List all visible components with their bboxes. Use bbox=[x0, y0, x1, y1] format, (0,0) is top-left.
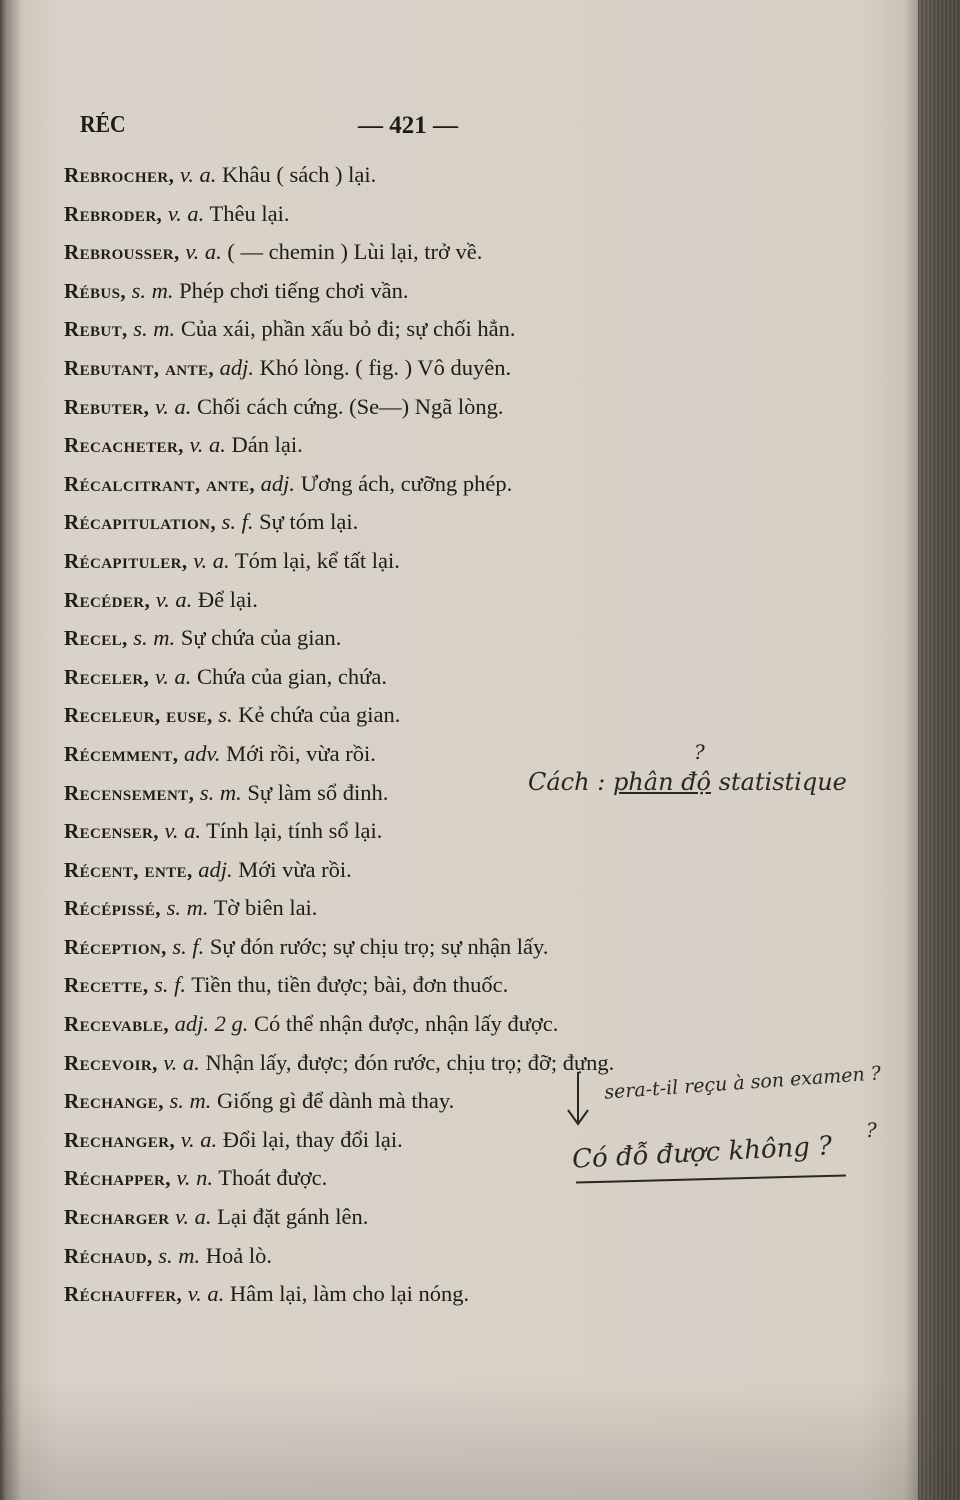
entry-grammar: v. a. bbox=[167, 200, 205, 226]
entry-row bbox=[64, 272, 784, 311]
entry-row bbox=[64, 812, 784, 851]
entry-headword: Recel, bbox=[64, 626, 128, 651]
entry-definition: Kẻ chứa của gian. bbox=[238, 702, 401, 728]
entry-headword: Recenser, bbox=[64, 819, 159, 844]
entry-grammar: v. a. bbox=[180, 1126, 218, 1152]
handwritten-note-rechange-vi: Có đỗ được không ? bbox=[571, 1131, 833, 1175]
entry-row bbox=[64, 465, 784, 504]
entry-headword: Recacheter, bbox=[64, 433, 184, 458]
entry-definition: Dán lại. bbox=[231, 432, 303, 458]
entry-grammar: v. a. bbox=[163, 1049, 200, 1075]
entry-grammar: adj. 2 g. bbox=[174, 1011, 249, 1037]
entry-definition: Sự tóm lại. bbox=[259, 509, 359, 535]
book-page-edges bbox=[918, 0, 960, 1500]
entry-row bbox=[64, 388, 784, 427]
entry-grammar: s. m. bbox=[199, 779, 242, 805]
entry-definition: Chứa của gian, chứa. bbox=[197, 663, 387, 689]
entry-definition: Ương ách, cưỡng phép. bbox=[300, 470, 513, 496]
entry-definition: Thoát được. bbox=[218, 1165, 328, 1191]
entry-row bbox=[64, 851, 784, 890]
entry-grammar: v. a. bbox=[189, 432, 226, 458]
entry-row bbox=[64, 1237, 784, 1276]
entry-grammar: s. m. bbox=[158, 1242, 201, 1268]
entry-definition: Mới vừa rồi. bbox=[238, 856, 352, 882]
entry-headword: Récépissé, bbox=[64, 896, 161, 921]
entry-definition: Chối cách cứng. (Se—) Ngã lòng. bbox=[197, 393, 504, 419]
entry-row bbox=[64, 658, 784, 697]
entry-headword: Recéder, bbox=[64, 587, 151, 612]
handwritten-query-mark-2: ? bbox=[866, 1118, 877, 1142]
entry-grammar: v. a. bbox=[154, 663, 192, 689]
page-header bbox=[80, 112, 780, 146]
entry-row bbox=[64, 619, 784, 658]
note-prefix: Cách : bbox=[528, 768, 606, 796]
entry-row bbox=[64, 156, 784, 195]
entry-grammar: s. m. bbox=[169, 1088, 212, 1114]
entry-row bbox=[64, 928, 784, 967]
entry-grammar: s. m. bbox=[131, 277, 174, 303]
entry-grammar: v. a. bbox=[193, 547, 230, 573]
entry-headword: Récapituler, bbox=[64, 548, 188, 573]
page-shadow bbox=[0, 1380, 960, 1500]
entry-row bbox=[64, 503, 784, 542]
entry-definition: Hâm lại, làm cho lại nóng. bbox=[229, 1281, 470, 1307]
entry-row bbox=[64, 966, 784, 1005]
entry-headword: Rebut, bbox=[64, 317, 128, 342]
entry-definition: Phép chơi tiếng chơi vần. bbox=[179, 277, 409, 303]
entry-grammar: adj. bbox=[198, 856, 233, 882]
entry-definition: Thêu lại. bbox=[209, 200, 290, 226]
entry-row bbox=[64, 426, 784, 465]
entry-definition: Sự làm sổ đinh. bbox=[247, 779, 389, 805]
entry-definition: Khâu ( sách ) lại. bbox=[221, 162, 377, 187]
entry-row bbox=[64, 349, 784, 388]
entry-headword: Rechange, bbox=[64, 1089, 164, 1114]
entry-definition: Sự chứa của gian. bbox=[180, 625, 342, 651]
handwritten-note-rechange-fr: sera-t-il reçu à son examen ? bbox=[603, 1062, 882, 1104]
entry-headword: Rebuter, bbox=[64, 394, 150, 419]
running-head: RÉC bbox=[80, 112, 126, 138]
entry-headword: Réchauffer, bbox=[64, 1282, 183, 1307]
entry-definition: Nhận lấy, được; đón rước, chịu trọ; đỡ; đựng. bbox=[205, 1049, 615, 1075]
entry-headword: Réchapper, bbox=[64, 1166, 171, 1191]
entry-headword: Receler, bbox=[64, 664, 150, 689]
entry-headword: Rebutant, ante, bbox=[64, 355, 214, 380]
entry-row bbox=[64, 542, 784, 581]
entry-headword: Rebrocher, bbox=[64, 163, 175, 187]
entry-definition: Tóm lại, kể tất lại. bbox=[234, 547, 400, 573]
note-suffix: statistique bbox=[718, 768, 847, 796]
entry-row bbox=[64, 1275, 784, 1314]
entry-grammar: s. f. bbox=[221, 509, 254, 535]
entry-definition: Khó lòng. ( fig. ) Vô duyên. bbox=[259, 354, 512, 380]
entry-headword: Recharger bbox=[64, 1205, 170, 1230]
entry-definition: Có thể nhận được, nhận lấy được. bbox=[254, 1011, 559, 1037]
entry-grammar: v. a. bbox=[175, 1204, 212, 1230]
entry-grammar: s. bbox=[218, 702, 233, 728]
entry-row bbox=[64, 889, 784, 928]
entry-headword: Récemment, bbox=[64, 741, 179, 766]
entry-grammar: v. n. bbox=[176, 1165, 213, 1191]
entry-headword: Rébus, bbox=[64, 278, 127, 303]
entry-row bbox=[64, 581, 784, 620]
entry-headword: Réception, bbox=[64, 934, 167, 959]
entry-grammar: s. m. bbox=[166, 895, 209, 921]
entry-definition: Giống gì để dành mà thay. bbox=[217, 1088, 455, 1114]
entry-row bbox=[64, 1198, 784, 1237]
entry-grammar: v. a. bbox=[164, 818, 201, 844]
handwritten-query-mark: ? bbox=[694, 740, 705, 764]
entry-grammar: s. f. bbox=[154, 972, 186, 998]
handwritten-note-recensement bbox=[528, 768, 847, 796]
page-number: — 421 — bbox=[358, 112, 458, 139]
handwritten-arrow-icon bbox=[560, 1070, 596, 1130]
entry-row bbox=[64, 696, 784, 735]
entry-headword: Rechanger, bbox=[64, 1127, 176, 1152]
entry-grammar: v. a. bbox=[187, 1281, 225, 1307]
entry-row bbox=[64, 310, 784, 349]
entry-definition: ( — chemin ) Lùi lại, trở về. bbox=[227, 239, 483, 265]
entry-row bbox=[64, 233, 784, 272]
entry-row bbox=[64, 195, 784, 234]
entry-headword: Récent, ente, bbox=[64, 857, 193, 882]
entry-grammar: v. a. bbox=[185, 239, 222, 265]
entry-headword: Recensement, bbox=[64, 780, 195, 805]
entry-headword: Récapitulation, bbox=[64, 510, 216, 535]
entry-headword: Rebroder, bbox=[64, 201, 163, 226]
note-underlined: phân độ bbox=[612, 768, 711, 796]
entry-definition: Để lại. bbox=[197, 586, 258, 612]
entry-headword: Recette, bbox=[64, 973, 149, 998]
entry-grammar: v. a. bbox=[154, 393, 192, 419]
entry-definition: Hoả lò. bbox=[205, 1242, 273, 1268]
entry-definition: Sự đón rước; sự chịu trọ; sự nhận lấy. bbox=[209, 933, 549, 959]
entry-definition: Mới rồi, vừa rồi. bbox=[226, 740, 376, 766]
entry-grammar: s. f. bbox=[172, 933, 205, 959]
entry-grammar: s. m. bbox=[133, 316, 176, 342]
entry-headword: Recevable, bbox=[64, 1012, 170, 1037]
entry-row bbox=[64, 1005, 784, 1044]
entry-headword: Récalcitrant, ante, bbox=[64, 471, 256, 496]
entry-grammar: v. a. bbox=[179, 162, 217, 187]
entry-definition: Tính lại, tính sổ lại. bbox=[206, 818, 383, 844]
entry-definition: Lại đặt gánh lên. bbox=[217, 1204, 369, 1230]
entry-definition: Đổi lại, thay đổi lại. bbox=[222, 1126, 403, 1152]
entry-grammar: v. a. bbox=[155, 586, 193, 612]
entry-definition: Tờ biên lai. bbox=[213, 895, 318, 921]
entry-definition: Của xái, phần xấu bỏ đi; sự chối hẳn. bbox=[180, 316, 516, 342]
entry-headword: Réchaud, bbox=[64, 1243, 153, 1268]
entry-grammar: s. m. bbox=[133, 625, 176, 651]
entry-headword: Recevoir, bbox=[64, 1050, 158, 1075]
entry-grammar: adv. bbox=[184, 740, 221, 766]
entry-headword: Rebrousser, bbox=[64, 240, 180, 265]
entry-headword: Receleur, euse, bbox=[64, 703, 213, 728]
entry-definition: Tiền thu, tiền được; bài, đơn thuốc. bbox=[191, 972, 509, 998]
entry-grammar: adj. bbox=[219, 354, 255, 380]
entry-grammar: adj. bbox=[260, 470, 296, 496]
